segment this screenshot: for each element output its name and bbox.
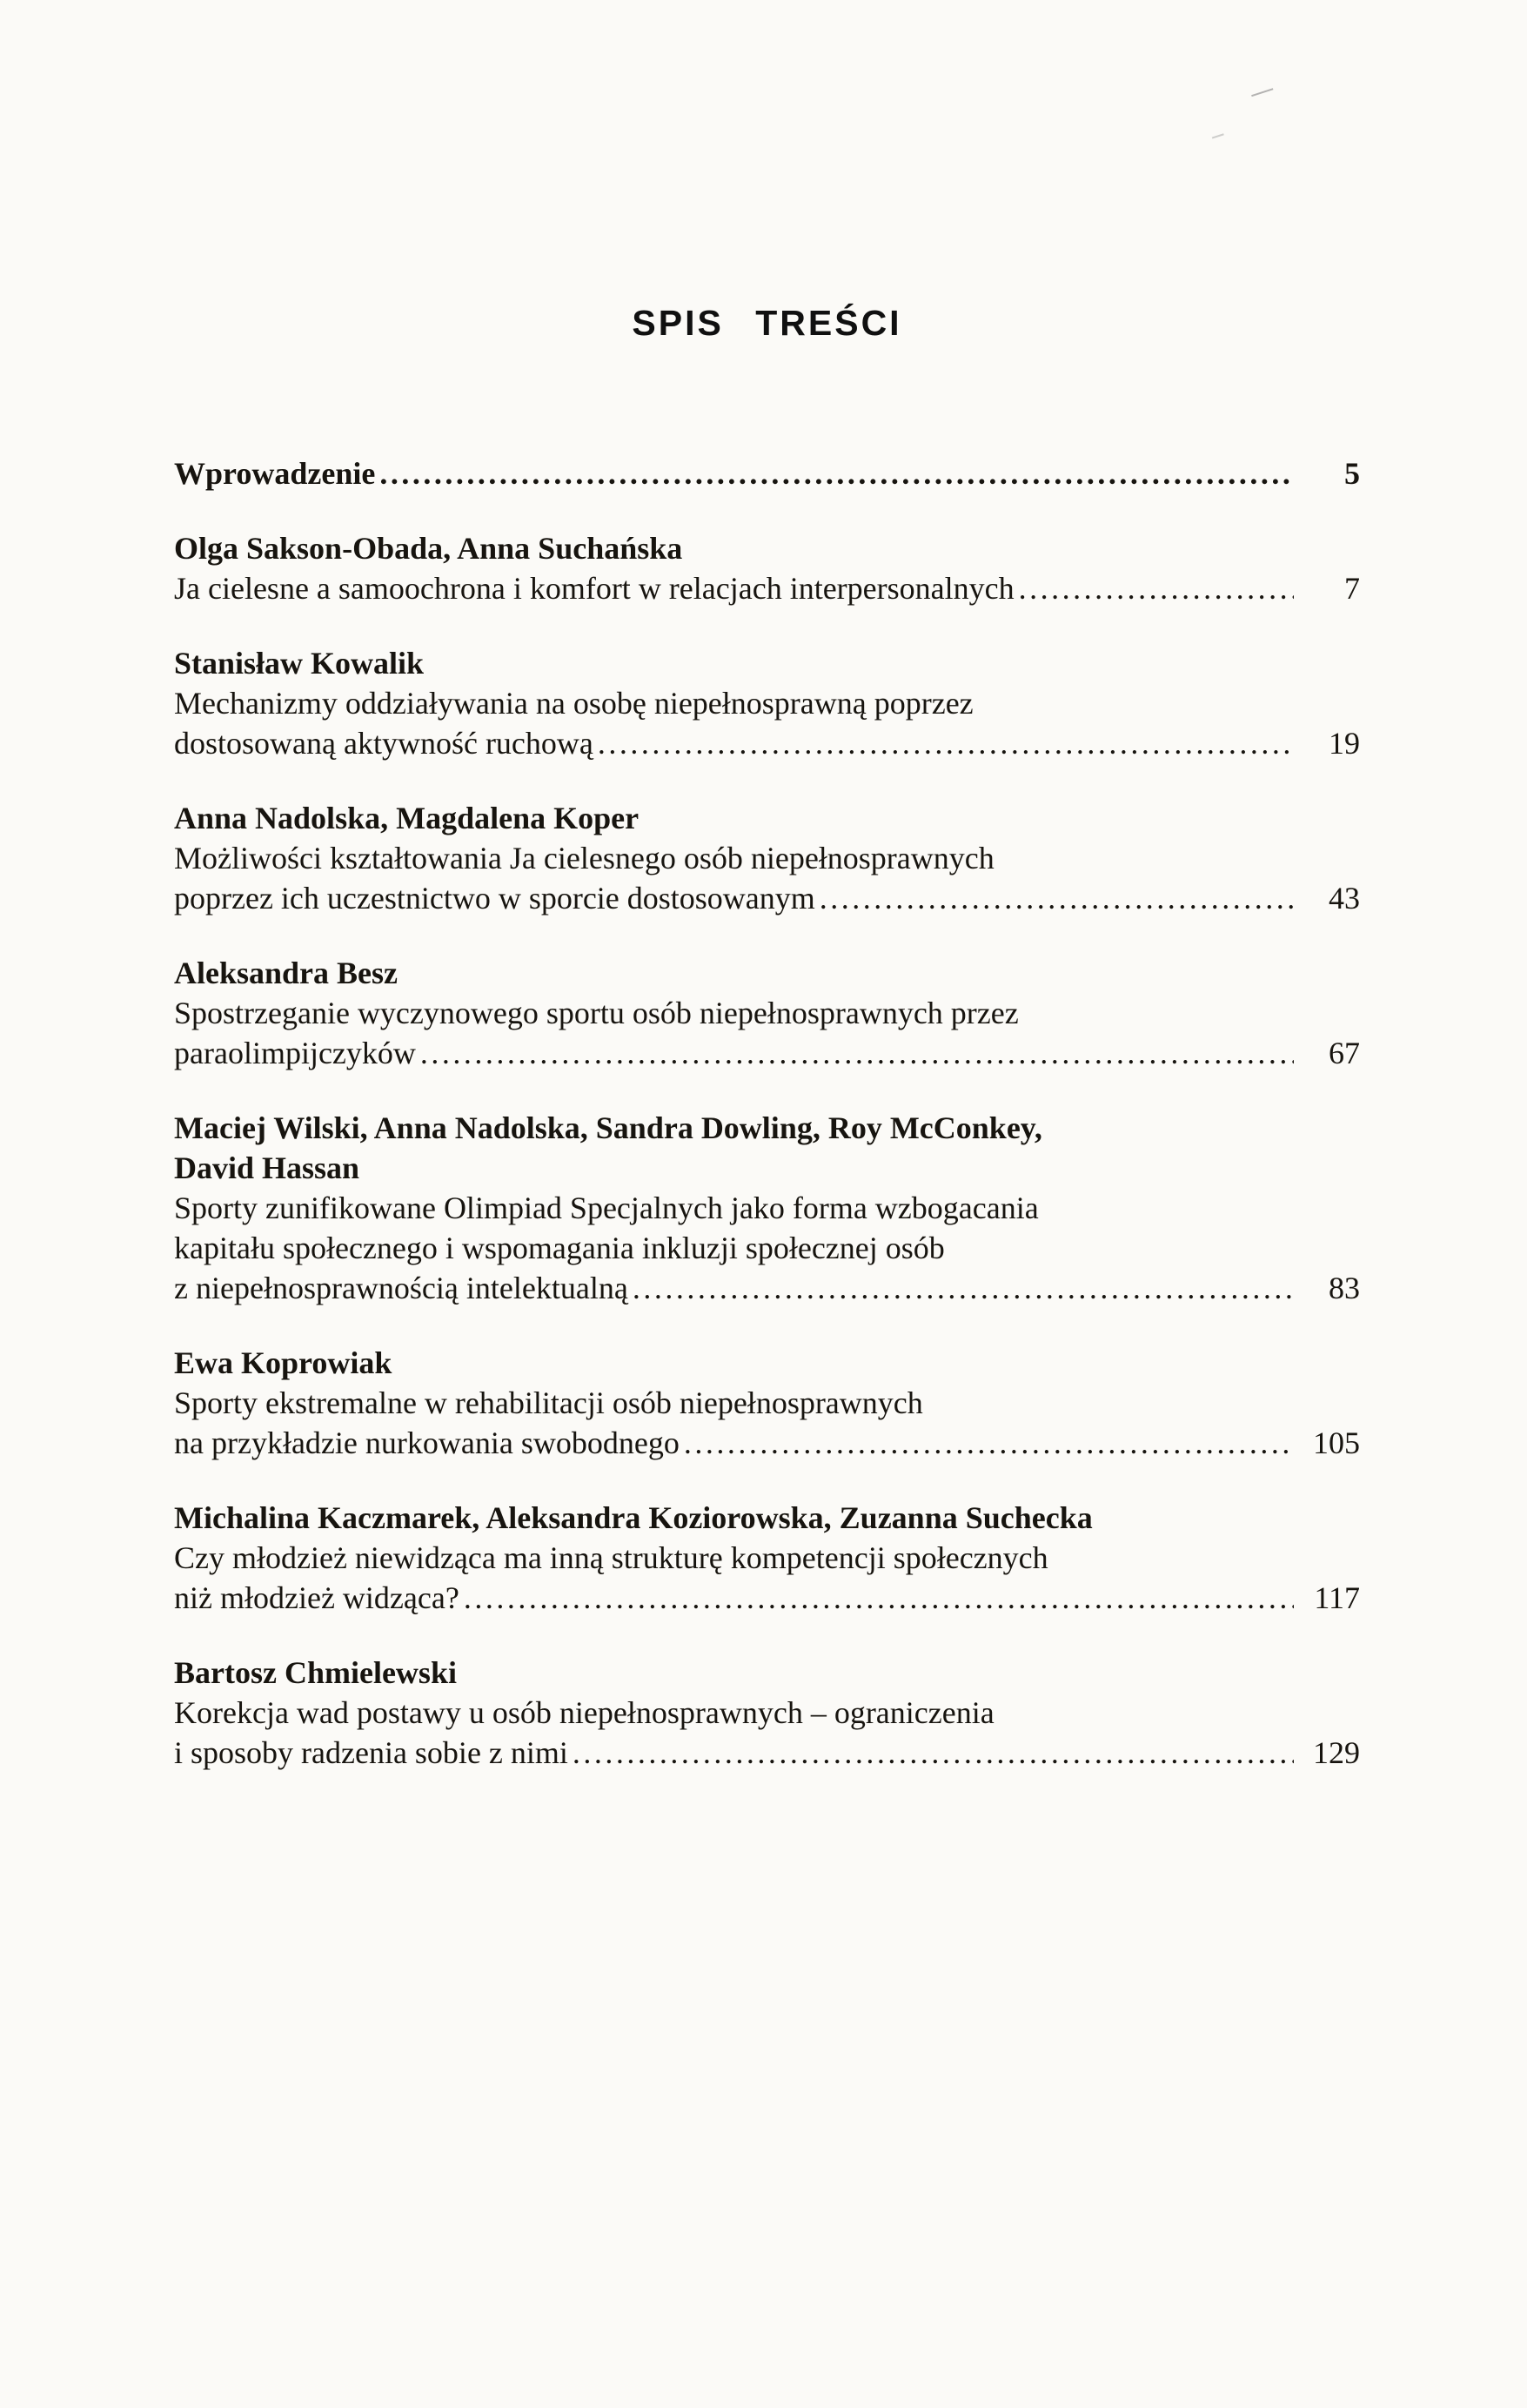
line-text: Sporty zunifikowane Olimpiad Specjalnych jako forma wzbogacania: [174, 1191, 1039, 1225]
dot-leader: [684, 1423, 1294, 1463]
toc-entry: [174, 1108, 1360, 1308]
entry-title-line: [174, 1578, 1360, 1618]
line-text: Ewa Koprowiak: [174, 1345, 392, 1380]
dot-leader: [633, 1268, 1294, 1308]
line-text: Wprowadzenie: [174, 456, 376, 491]
line-text: Mechanizmy oddziaływania na osobę niepełnosprawną poprzez: [174, 686, 974, 721]
toc-list: [174, 453, 1360, 1773]
line-text: na przykładzie nurkowania swobodnego: [174, 1425, 680, 1460]
line-text: Ja cielesne a samoochrona i komfort w relacjach interpersonalnych: [174, 571, 1015, 606]
line-text: Olga Sakson-Obada, Anna Suchańska: [174, 531, 683, 566]
entry-authors-line: [174, 528, 1360, 568]
line-text: Spostrzeganie wyczynowego sportu osób niepełnosprawnych przez: [174, 996, 1019, 1030]
page-number: 117: [1314, 1580, 1360, 1615]
dot-leader: [1019, 568, 1294, 608]
line-text: dostosowaną aktywność ruchową: [174, 726, 593, 761]
entry-title-line: [174, 1693, 1360, 1733]
line-text: David Hassan: [174, 1150, 360, 1185]
entry-authors-line: [174, 1148, 1360, 1188]
line-text: Możliwości kształtowania Ja cielesnego osób niepełnosprawnych: [174, 841, 995, 875]
toc-entry: [174, 1653, 1360, 1773]
line-text: Stanisław Kowalik: [174, 646, 425, 681]
entry-title-line: [174, 838, 1360, 878]
page-number: 43: [1329, 881, 1360, 916]
line-text: Czy młodzież niewidząca ma inną strukturę kompetencji społecznych: [174, 1540, 1048, 1575]
page-number: 7: [1344, 571, 1360, 606]
toc-entry: [174, 798, 1360, 918]
page-number: 129: [1313, 1735, 1360, 1770]
page-number: 5: [1344, 456, 1360, 491]
scan-artifact: [1251, 88, 1276, 104]
line-text: paraolimpijczyków: [174, 1036, 416, 1070]
line-text: i sposoby radzenia sobie z nimi: [174, 1735, 568, 1770]
entry-authors-line: [174, 953, 1360, 993]
page-number: 19: [1329, 726, 1360, 761]
dot-leader: [420, 1033, 1294, 1073]
line-text: niż młodzież widząca?: [174, 1580, 459, 1615]
entry-title-line: [174, 993, 1360, 1033]
toc-entry: [174, 953, 1360, 1073]
dot-leader: [464, 1578, 1294, 1618]
toc-entry: [174, 453, 1360, 493]
page-number: 67: [1329, 1036, 1360, 1070]
dot-leader: [573, 1733, 1294, 1773]
entry-title-line: [174, 1188, 1360, 1228]
toc-entry: [174, 1343, 1360, 1463]
dot-leader: [598, 723, 1294, 763]
entry-title-line: [174, 568, 1360, 608]
line-text: Bartosz Chmielewski: [174, 1655, 457, 1690]
line-text: Michalina Kaczmarek, Aleksandra Koziorowska, Zuzanna Suchecka: [174, 1500, 1093, 1535]
entry-title-line: [174, 878, 1360, 918]
entry-authors-line: [174, 643, 1360, 683]
dot-leader: [820, 878, 1294, 918]
line-text: Korekcja wad postawy u osób niepełnosprawnych – ograniczenia: [174, 1695, 995, 1730]
toc-entry: [174, 528, 1360, 608]
line-text: Sporty ekstremalne w rehabilitacji osób niepełnosprawnych: [174, 1385, 923, 1420]
entry-title-line: [174, 1228, 1360, 1268]
line-text: Maciej Wilski, Anna Nadolska, Sandra Dowling, Roy McConkey,: [174, 1110, 1042, 1145]
line-text: z niepełnosprawnością intelektualną: [174, 1271, 628, 1305]
entry-title-line: [174, 723, 1360, 763]
entry-title-line: [174, 1268, 1360, 1308]
entry-authors-line: [174, 1343, 1360, 1383]
page-number: 105: [1313, 1425, 1360, 1460]
page-title: SPIS TREŚCI: [632, 303, 902, 343]
toc-entry: [174, 643, 1360, 763]
page-number: 83: [1329, 1271, 1360, 1305]
entry-title-line: [174, 1033, 1360, 1073]
entry-authors-line: [174, 1108, 1360, 1148]
entry-authors-line: [174, 453, 1360, 493]
toc-entry: [174, 1498, 1360, 1618]
entry-authors-line: [174, 798, 1360, 838]
entry-title-line: [174, 1733, 1360, 1773]
entry-authors-line: [174, 1498, 1360, 1538]
entry-title-line: [174, 1538, 1360, 1578]
entry-title-line: [174, 1383, 1360, 1423]
line-text: Aleksandra Besz: [174, 956, 398, 990]
line-text: kapitału społecznego i wspomagania inkluzji społecznej osób: [174, 1231, 945, 1265]
line-text: poprzez ich uczestnictwo w sporcie dostosowanym: [174, 881, 815, 916]
line-text: Anna Nadolska, Magdalena Koper: [174, 801, 640, 835]
entry-title-line: [174, 683, 1360, 723]
entry-authors-line: [174, 1653, 1360, 1693]
dot-leader: [379, 453, 1294, 493]
entry-title-line: [174, 1423, 1360, 1463]
